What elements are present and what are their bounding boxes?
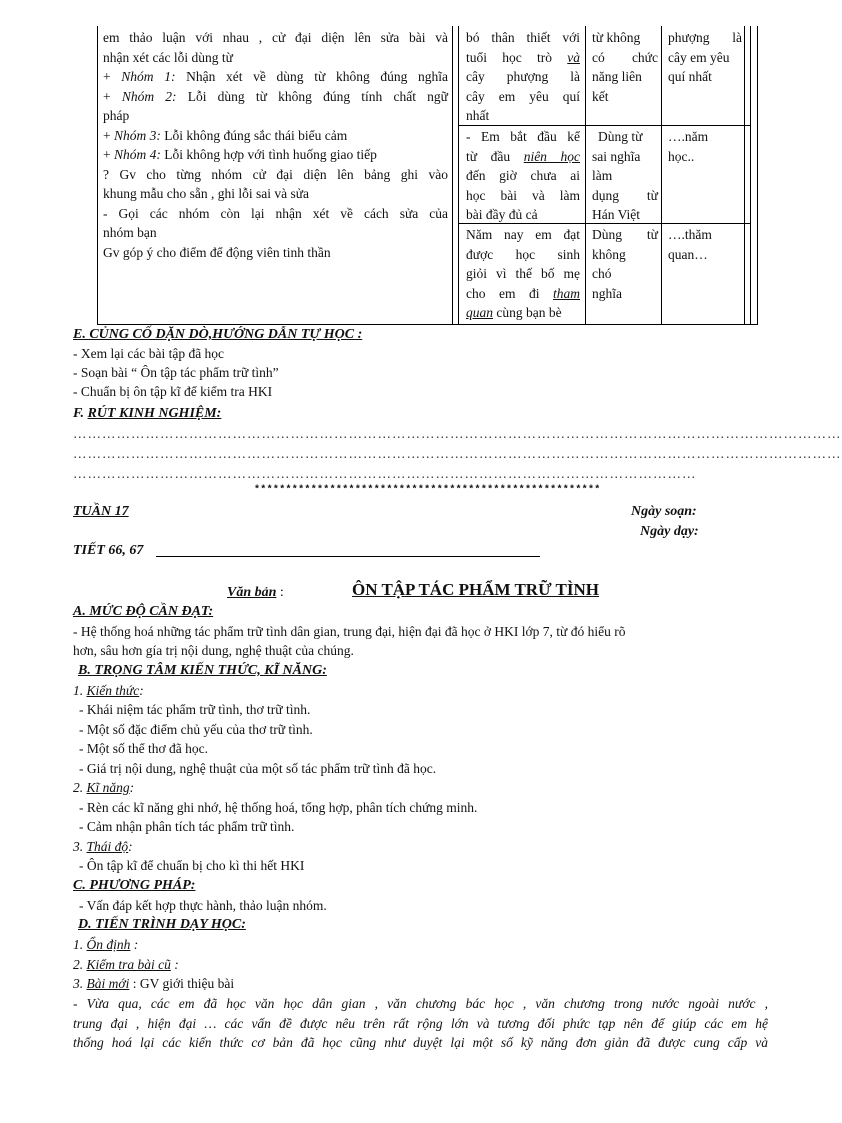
error-line: Hán Việt bbox=[592, 207, 641, 222]
correction-cell bbox=[668, 127, 742, 166]
date-compose-label: Ngày soạn: bbox=[631, 504, 697, 519]
star-separator: ******************************************************* bbox=[254, 485, 601, 496]
activity-line: nhận xét các lỗi dùng từ bbox=[103, 49, 233, 65]
section-f-prefix: F. bbox=[73, 406, 88, 421]
lesson-title: ÔN TẬP TÁC PHẨM TRỮ TÌNH bbox=[352, 580, 600, 599]
table-column-divider bbox=[744, 26, 745, 324]
subheading-text: Kĩ năng bbox=[86, 780, 130, 795]
sentence-line: Năm nay em đạt bbox=[466, 227, 580, 242]
group-text: Nhận xét về dùng từ không đúng nghĩa bbox=[175, 69, 449, 84]
error-word: niên học bbox=[523, 148, 580, 164]
section-a-heading: A. MỨC ĐỘ CẦN ĐẠT: bbox=[73, 604, 214, 619]
fix-line: quan… bbox=[668, 246, 708, 262]
knowledge-item: - Một số thể thơ đã học. bbox=[79, 741, 208, 756]
lesson-underline bbox=[156, 556, 540, 557]
activity-line: nhóm bạn bbox=[103, 225, 157, 240]
activity-line: Gv góp ý cho điểm để động viên tinh thần bbox=[103, 244, 331, 260]
fix-line: quí nhất bbox=[668, 69, 712, 84]
intro-paragraph-line: - Vừa qua, các em đã học văn học dân gian , văn chương bác học , văn chương trong nước ngoài nước , bbox=[73, 996, 768, 1011]
table-column-divider bbox=[452, 26, 453, 324]
intro-paragraph-line: thống hoá lại các kiến thức cơ bản đã học cũng như duyệt lại một số kỹ năng đơn giản đã được cung cấp và bbox=[73, 1035, 768, 1050]
knowledge-item: - Khái niệm tác phẩm trữ tình, thơ trữ tình. bbox=[79, 702, 311, 717]
text-label-word: Văn bản bbox=[227, 585, 277, 600]
activity-line: pháp bbox=[103, 108, 130, 123]
skills-subheading bbox=[73, 778, 134, 797]
subheading-colon: : bbox=[139, 683, 144, 698]
activity-line: em thảo luận với nhau , cử đại diện lên sửa bài và bbox=[103, 30, 448, 45]
group-label: Nhóm 2: bbox=[121, 88, 177, 104]
subheading-number: 2. bbox=[73, 780, 87, 795]
error-type-cell bbox=[592, 127, 658, 225]
section-e-item: - Soạn bài “ Ôn tập tác phẩm trữ tình” bbox=[73, 365, 279, 380]
sentence-line: bài đầy đủ cả bbox=[466, 207, 538, 222]
step-text: Ổn định bbox=[86, 937, 131, 952]
text-label bbox=[227, 583, 284, 602]
sentence-text: cùng bạn bè bbox=[493, 305, 562, 320]
knowledge-item: - Một số đặc điểm chủ yếu của thơ trữ tình. bbox=[79, 722, 313, 737]
week-label: TUẦN 17 bbox=[73, 504, 129, 519]
section-c-heading: C. PHƯƠNG PHÁP: bbox=[73, 878, 196, 893]
date-teach-label: Ngày dạy: bbox=[640, 524, 699, 539]
error-type-cell bbox=[592, 225, 658, 303]
attitude-subheading bbox=[73, 837, 133, 856]
step-tail: : GV giới thiệu bài bbox=[129, 976, 235, 991]
group-text: Lỗi không đúng sắc thái biểu cảm bbox=[160, 127, 348, 143]
step-tail: : bbox=[130, 937, 139, 952]
group-2-line bbox=[103, 87, 448, 107]
step-3 bbox=[73, 974, 234, 993]
correction-cell bbox=[668, 28, 742, 87]
text-label-colon: : bbox=[276, 585, 284, 600]
table-column-divider bbox=[458, 26, 459, 324]
sentence-line: - Em bắt đầu kể bbox=[466, 129, 580, 144]
error-word: quan bbox=[466, 305, 493, 320]
sentence-line: giỏi vì thế bố mẹ bbox=[466, 266, 580, 281]
skills-item: - Rèn các kĩ năng ghi nhớ, hệ thống hoá, tổng hợp, phân tích chứng minh. bbox=[79, 800, 478, 815]
sentence-line bbox=[466, 147, 580, 167]
table-column-divider bbox=[661, 26, 662, 324]
sentence-text: từ đầu bbox=[466, 148, 524, 164]
sentence-text: cho em đi bbox=[466, 285, 553, 301]
bullet: + bbox=[103, 69, 122, 84]
section-f-heading bbox=[73, 404, 221, 423]
error-line: Dùng từ bbox=[592, 227, 658, 242]
notes-dotted-line: …………………………………………………………………………………………………………………………………………… bbox=[73, 446, 842, 461]
subheading-number: 1. bbox=[73, 683, 87, 698]
correction-cell bbox=[668, 225, 742, 264]
sentence-cell bbox=[466, 28, 580, 126]
activity-line: ? Gv cho từng nhóm cử đại diện lên bảng ghi vào bbox=[103, 166, 448, 182]
subheading-number: 3. bbox=[73, 839, 87, 854]
group-label: Nhóm 1: bbox=[121, 69, 176, 84]
step-tail: : bbox=[170, 957, 179, 972]
step-number: 1. bbox=[73, 937, 87, 952]
bullet: + bbox=[103, 88, 122, 104]
step-number: 2. bbox=[73, 957, 87, 972]
sentence-line: được học sinh bbox=[466, 246, 580, 262]
group-label: Nhóm 3: bbox=[114, 127, 161, 143]
notes-dotted-line: ………………………………………………………………………………………………………………… bbox=[73, 466, 697, 481]
error-word: tham bbox=[553, 285, 580, 301]
sentence-line bbox=[466, 48, 580, 68]
table-column-divider bbox=[585, 26, 586, 324]
subheading-text: Thái độ bbox=[86, 839, 129, 854]
error-line: nghĩa bbox=[592, 285, 622, 301]
step-text: Bài mới bbox=[86, 976, 130, 991]
lesson-number: TIẾT 66, 67 bbox=[73, 543, 144, 558]
section-a-text: - Hệ thống hoá những tác phẩm trữ tình dân gian, trung đại, hiện đại đã học ở HKI lớp 7, từ đó hiểu rõ bbox=[73, 624, 626, 639]
error-line: dụng từ bbox=[592, 187, 658, 203]
step-2 bbox=[73, 955, 179, 974]
error-line: Dùng từ bbox=[598, 129, 643, 144]
error-line: chó bbox=[592, 266, 612, 281]
skills-item: - Cảm nhận phân tích tác phẩm trữ tình. bbox=[79, 819, 295, 834]
activity-line: khung mẫu cho sẵn , ghi lỗi sai và sửa bbox=[103, 186, 310, 201]
sentence-cell bbox=[466, 225, 580, 323]
fix-line: ….thăm bbox=[668, 227, 712, 242]
sentence-line: bó thân thiết với bbox=[466, 30, 580, 45]
bullet: + bbox=[103, 127, 114, 143]
attitude-item: - Ôn tập kĩ để chuẩn bị cho kì thi hết HKI bbox=[79, 858, 305, 873]
group-text: Lỗi không hợp với tình huống giao tiếp bbox=[160, 147, 377, 162]
subheading-text: Kiến thức bbox=[86, 683, 140, 698]
sentence-line: nhất bbox=[466, 108, 490, 123]
knowledge-item: - Giá trị nội dung, nghệ thuật của một số tác phẩm trữ tình đã học. bbox=[79, 761, 437, 776]
group-1-line bbox=[103, 67, 448, 87]
error-line: làm bbox=[592, 168, 613, 183]
section-e-item: - Chuẩn bị ôn tập kĩ để kiểm tra HKI bbox=[73, 384, 273, 399]
teacher-activity-cell bbox=[103, 28, 448, 262]
error-line: kết bbox=[592, 88, 609, 104]
error-line: có chức bbox=[592, 49, 658, 65]
sentence-line: cây phượng là bbox=[466, 69, 580, 84]
sentence-line bbox=[466, 303, 580, 323]
knowledge-subheading bbox=[73, 681, 144, 700]
fix-line: học.. bbox=[668, 148, 695, 164]
step-1 bbox=[73, 935, 138, 954]
error-type-cell bbox=[592, 28, 658, 106]
section-f-title: RÚT KINH NGHIỆM: bbox=[87, 406, 222, 421]
section-a-text: hơn, sâu hơn gía trị nội dung, nghệ thuật của chúng. bbox=[73, 643, 354, 658]
subheading-colon: : bbox=[128, 839, 133, 854]
sentence-line: đến giờ chưa ai bbox=[466, 168, 580, 183]
sentence-text: tuổi học trò bbox=[466, 49, 568, 65]
activity-line: - Gọi các nhóm còn lại nhận xét về cách sửa của bbox=[103, 205, 448, 221]
step-number: 3. bbox=[73, 976, 87, 991]
section-e-heading: E. CỦNG CỐ DẶN DÒ,HƯỚNG DẪN TỰ HỌC : bbox=[73, 327, 363, 342]
group-3-line bbox=[103, 126, 448, 146]
fix-line: cây em yêu bbox=[668, 49, 730, 65]
group-4-line bbox=[103, 145, 448, 165]
step-text: Kiểm tra bài cũ bbox=[86, 957, 171, 972]
section-e-item: - Xem lại các bài tập đã học bbox=[73, 346, 225, 361]
sentence-line: cây em yêu quí bbox=[466, 88, 580, 104]
group-text: Lỗi dùng từ không đúng tính chất ngữ bbox=[176, 88, 448, 104]
method-item: - Vấn đáp kết hợp thực hành, thảo luận nhóm. bbox=[79, 898, 327, 913]
sentence-cell bbox=[466, 127, 580, 225]
table-column-divider bbox=[750, 26, 751, 324]
bullet: + bbox=[103, 147, 114, 162]
section-b-heading: B. TRỌNG TÂM KIẾN THỨC, KĨ NĂNG: bbox=[78, 663, 327, 678]
error-line: từ không bbox=[592, 30, 641, 45]
lesson-activity-table bbox=[97, 26, 758, 325]
section-d-heading: D. TIẾN TRÌNH DẠY HỌC: bbox=[78, 917, 246, 932]
notes-dotted-line: …………………………………………………………………………………………………………………………………………… bbox=[73, 426, 842, 441]
intro-paragraph-line: trung đại , hiện đại … các vấn đề được nêu trên rất rộng lớn và tương đối phức tạp nên để giúp các em hệ bbox=[73, 1016, 768, 1031]
fix-line: phượng là bbox=[668, 30, 742, 45]
error-line: sai nghĩa bbox=[592, 148, 641, 164]
sentence-line: học bài và làm bbox=[466, 187, 580, 203]
group-label: Nhóm 4: bbox=[114, 147, 161, 162]
fix-line: ….năm bbox=[668, 129, 709, 144]
subheading-colon: : bbox=[129, 780, 135, 795]
error-word: và bbox=[567, 49, 580, 65]
sentence-line bbox=[466, 284, 580, 304]
error-line: không bbox=[592, 246, 626, 262]
error-line: năng liên bbox=[592, 69, 642, 84]
